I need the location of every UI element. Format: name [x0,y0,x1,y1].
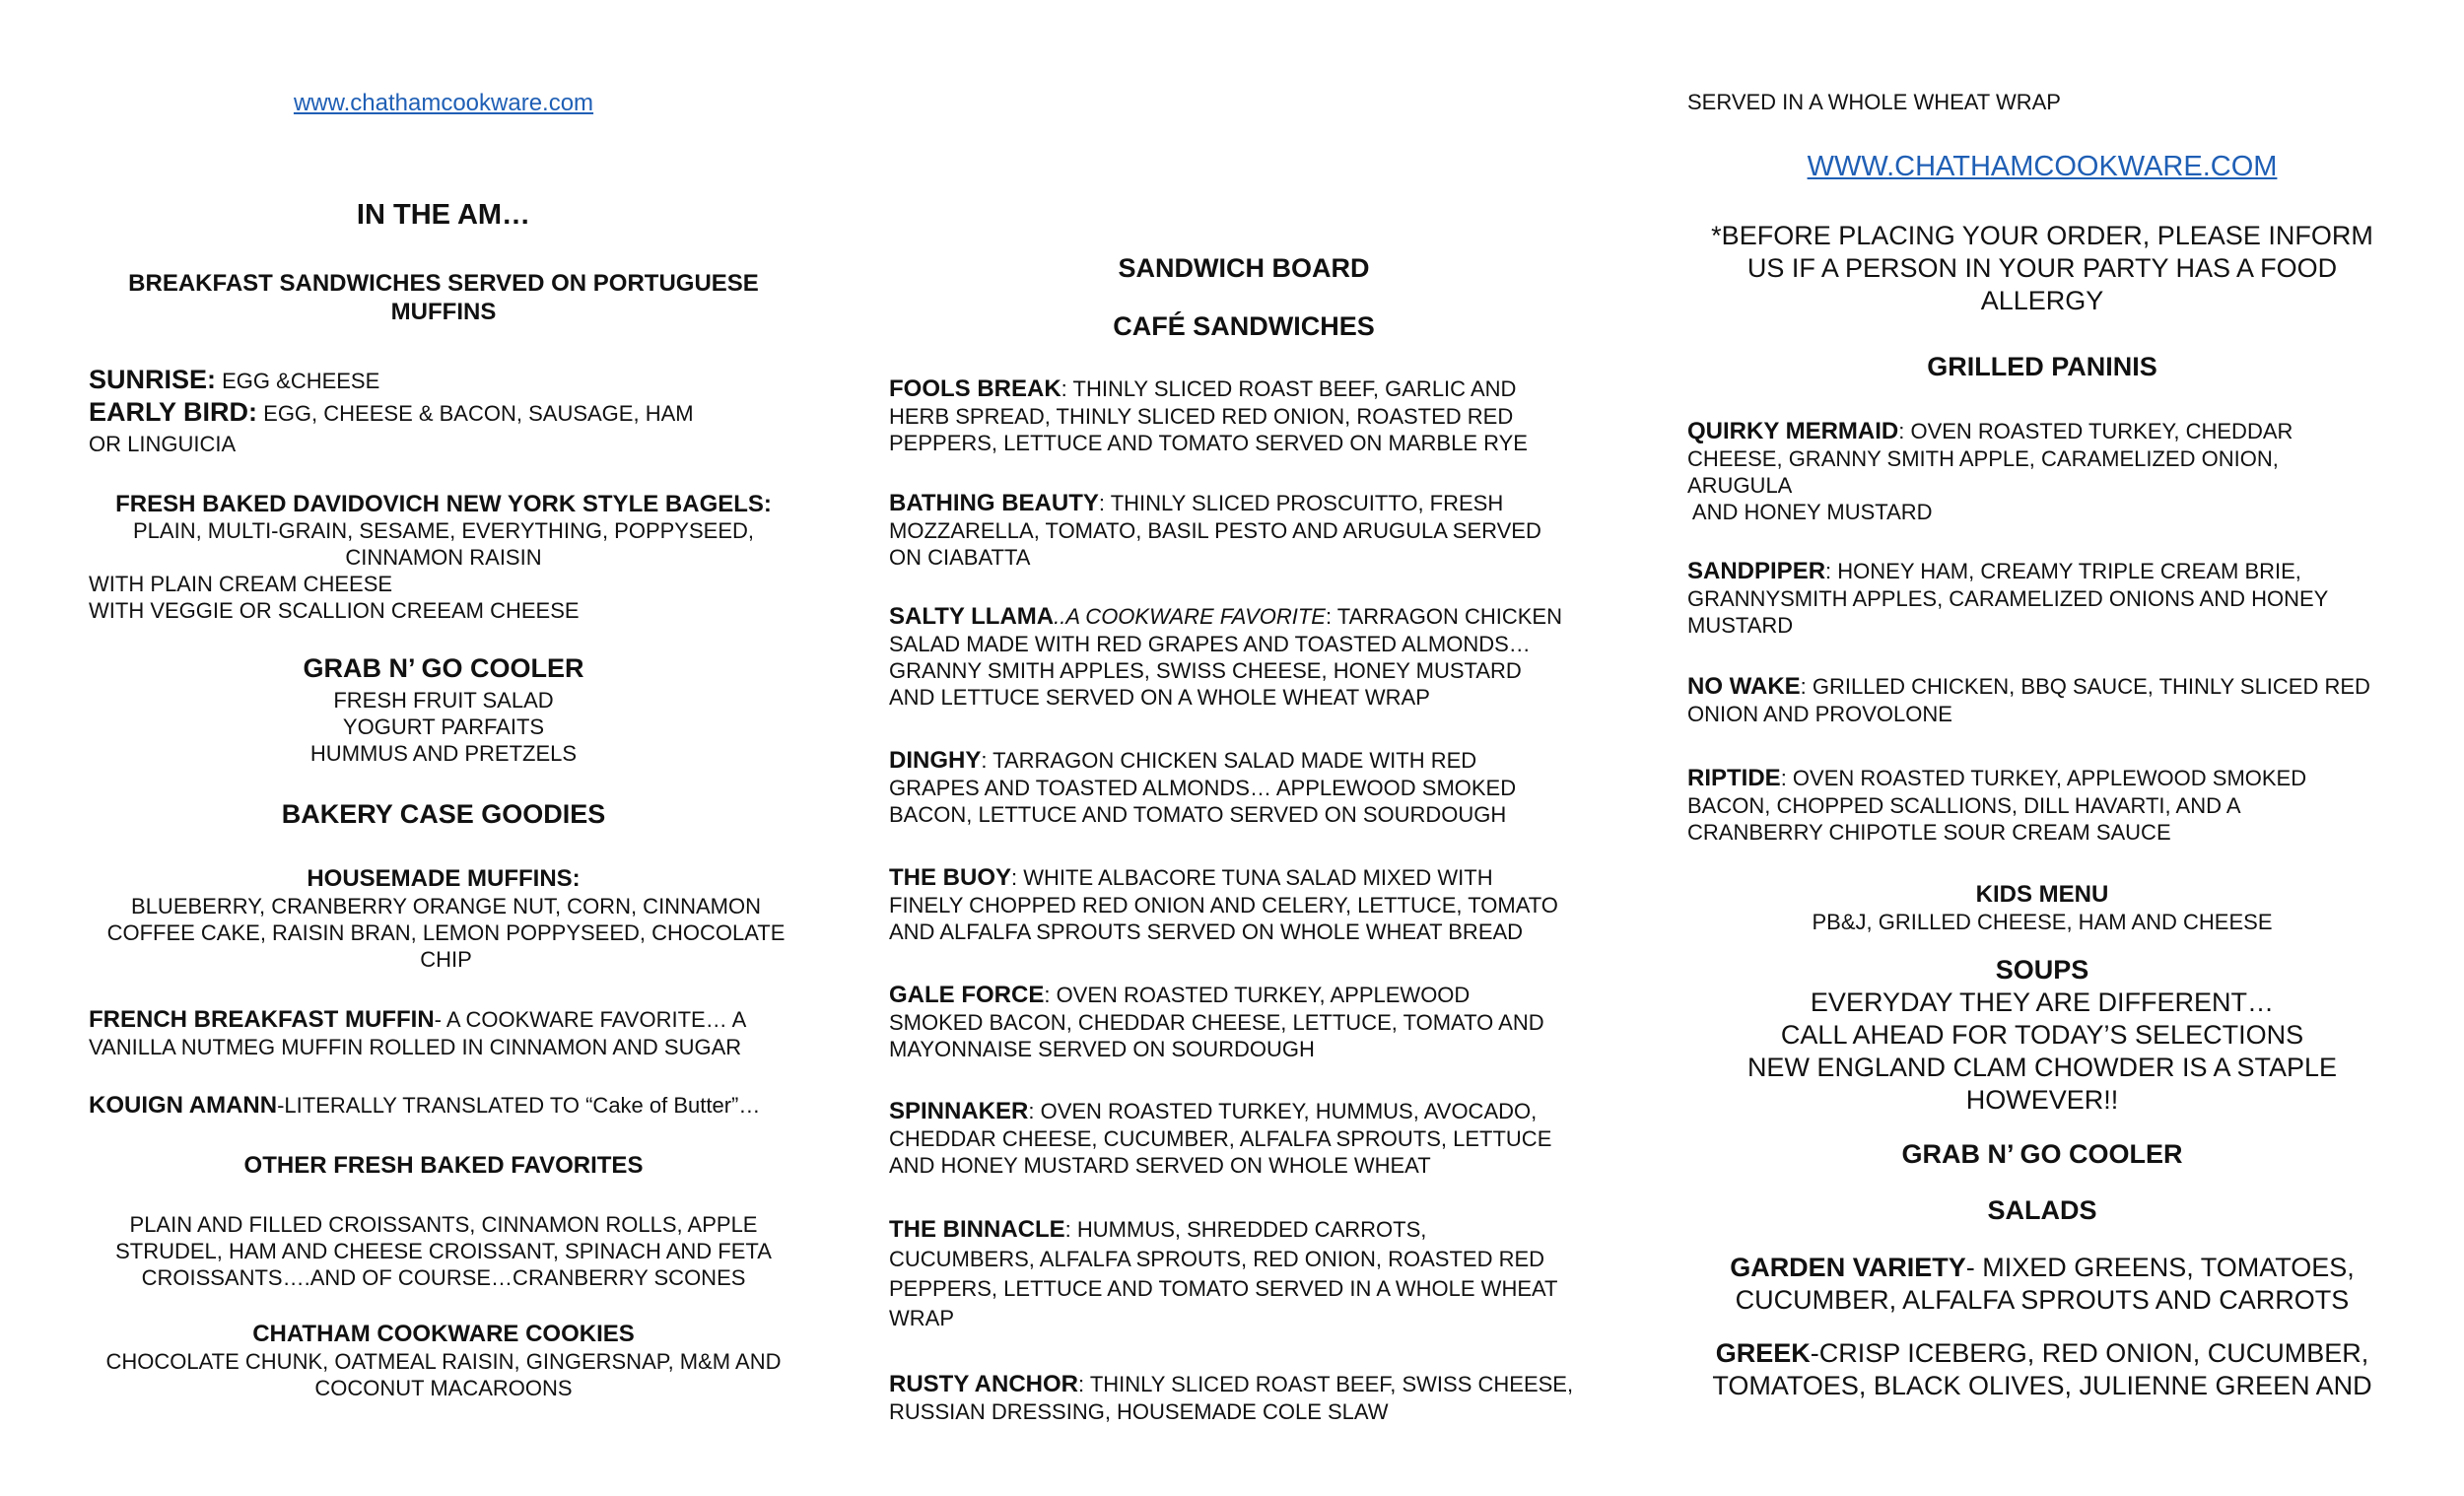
bagels-types: PLAIN, MULTI-GRAIN, SESAME, EVERYTHING, POPPYSEED, CINNAMON RAISIN [133,518,754,570]
salad-greek [1702,1337,2382,1402]
paninis-heading: GRILLED PANINIS [1927,352,2157,381]
item-desc: -CRISP ICEBERG, RED ONION, CUCUMBER, TOMATOES, BLACK OLIVES, JULIENNE GREEN AND [1712,1338,2372,1400]
menu-item-rusty-anchor [889,1370,1599,1425]
item-name: RUSTY ANCHOR [889,1371,1079,1397]
menu-item-gale-force [889,981,1569,1062]
panini-quirky-mermaid [1687,417,2367,525]
item-name: SPINNAKER [889,1098,1029,1124]
menu-item-fools-break [889,374,1569,456]
bagels-line2: WITH VEGGIE OR SCALLION CREEAM CHEESE [89,598,580,623]
item-name: GARDEN VARIETY [1730,1253,1966,1282]
cooler-heading: GRAB N’ GO COOLER [1901,1139,2183,1169]
panini-no-wake [1687,672,2407,727]
cookies-desc: CHOCOLATE CHUNK, OATMEAL RAISIN, GINGERSNAP, M&M AND COCONUT MACAROONS [105,1349,782,1400]
item-name: QUIRKY MERMAID [1687,418,1899,444]
website-link-upper[interactable]: WWW.CHATHAMCOOKWARE.COM [1807,151,2278,182]
cooler-heading: GRAB N’ GO COOLER [303,653,584,683]
item-desc: : GRILLED CHICKEN, BBQ SAUCE, THINLY SLICED RED ONION AND PROVOLONE [1687,674,2370,726]
item-desc: : WHITE ALBACORE TUNA SALAD MIXED WITH FINELY CHOPPED RED ONION AND CELERY, LETTUCE, TOMATO AND ALFALFA SPROUTS SERVED ON WHOLE WHEAT BREAD [889,865,1558,944]
item-name: THE BUOY [889,864,1012,891]
item-desc: : TARRAGON CHICKEN SALAD MADE WITH RED GRAPES AND TOASTED ALMONDS… GRANNY SMITH APPLES, SWISS CHEESE, HONEY MUSTARD AND LETTUCE SERVED ON A WHOLE WHEAT WRAP [889,604,1562,710]
menu-item-dinghy [889,746,1569,828]
item-desc-line2: AND HONEY MUSTARD [1687,500,1933,524]
other-baked-heading: OTHER FRESH BAKED FAVORITES [243,1152,644,1179]
salads-heading: SALADS [1987,1195,2097,1225]
item-desc: - A COOKWARE FAVORITE… A VANILLA NUTMEG MUFFIN ROLLED IN CINNAMON AND SUGAR [89,1007,746,1059]
item-name: THE BINNACLE [889,1216,1065,1243]
item-name: RIPTIDE [1687,765,1781,791]
item-desc: : HONEY HAM, CREAMY TRIPLE CREAM BRIE, GRANNYSMITH APPLES, CARAMELIZED ONIONS AND HONEY MUSTARD [1687,559,2328,638]
item-name: NO WAKE [1687,673,1801,700]
soups-line: NEW ENGLAND CLAM CHOWDER IS A STAPLE HOWEVER!! [1746,1053,2338,1115]
sunrise-item [89,365,798,395]
menu-item-salty-llama [889,602,1569,711]
item-name: GREEK [1715,1338,1811,1368]
item-name: FRENCH BREAKFAST MUFFIN [89,1006,435,1033]
wrap-continuation: SERVED IN A WHOLE WHEAT WRAP [1687,90,2061,114]
cooler-item: FRESH FRUIT SALAD [333,688,554,713]
soups-line: EVERYDAY THEY ARE DIFFERENT… [1810,987,2275,1017]
item-desc: : HUMMUS, SHREDDED CARROTS, CUCUMBERS, ALFALFA SPROUTS, RED ONION, ROASTED RED PEPPERS, LETTUCE AND TOMATO SERVED IN A WHOLE WHEAT WRAP [889,1217,1558,1330]
french-muffin-item [89,1005,798,1060]
muffins-heading: HOUSEMADE MUFFINS: [307,865,581,892]
early-bird-item [89,397,798,428]
item-desc: - MIXED GREENS, TOMATOES, CUCUMBER, ALFALFA SPROUTS AND CARROTS [1735,1253,2355,1315]
item-name: EARLY BIRD: [89,397,258,427]
item-desc: EGG &CHEESE [216,369,380,393]
item-name: SALTY LLAMA [889,603,1055,630]
bagels-heading: FRESH BAKED DAVIDOVICH NEW YORK STYLE BAGELS: [115,491,772,517]
item-name: FOOLS BREAK [889,375,1061,402]
menu-item-the-buoy [889,863,1569,945]
cookies-heading: CHATHAM COOKWARE COOKIES [252,1321,635,1347]
menu-item-the-binnacle [889,1215,1569,1333]
early-bird-desc-line2: OR LINGUICIA [89,432,237,456]
item-desc: : THINLY SLICED PROSCUITTO, FRESH MOZZARELLA, TOMATO, BASIL PESTO AND ARUGULA SERVED ON CIABATTA [889,491,1541,570]
soups-heading: SOUPS [1995,955,2089,985]
kids-menu-desc: PB&J, GRILLED CHEESE, HAM AND CHEESE [1812,910,2273,934]
item-desc: : THINLY SLICED ROAST BEEF, GARLIC AND HERB SPREAD, THINLY SLICED RED ONION, ROASTED RED PEPPERS, LETTUCE AND TOMATO SERVED ON MARBLE RYE [889,376,1528,455]
item-name: KOUIGN AMANN [89,1092,278,1119]
cooler-item: HUMMUS AND PRETZELS [309,741,578,766]
menu-item-spinnaker [889,1097,1569,1179]
item-name: BATHING BEAUTY [889,490,1099,516]
item-desc: : THINLY SLICED ROAST BEEF, SWISS CHEESE, RUSSIAN DRESSING, HOUSEMADE COLE SLAW [889,1372,1574,1424]
salad-garden-variety [1707,1252,2377,1317]
panini-sandpiper [1687,557,2367,639]
item-desc: -LITERALLY TRANSLATED TO “Cake of Butter”… [277,1093,761,1118]
item-name: DINGHY [889,747,982,774]
panini-riptide [1687,764,2367,846]
item-desc: EGG, CHEESE & BACON, SAUSAGE, HAM [257,401,694,426]
allergy-notice: *BEFORE PLACING YOUR ORDER, PLEASE INFORM US IF A PERSON IN YOUR PARTY HAS A FOOD ALLERGY [1711,221,2373,315]
item-name: GALE FORCE [889,982,1045,1008]
bakery-heading: BAKERY CASE GOODIES [281,799,606,829]
item-desc: : OVEN ROASTED TURKEY, APPLEWOOD SMOKED BACON, CHOPPED SCALLIONS, DILL HAVARTI, AND A CRANBERRY CHIPOTLE SOUR CREAM SAUCE [1687,766,2307,845]
muffins-desc: BLUEBERRY, CRANBERRY ORANGE NUT, CORN, CINNAMON COFFEE CAKE, RAISIN BRAN, LEMON POPPYSEED, CHOCOLATE CHIP [106,894,786,972]
kids-menu-heading: KIDS MENU [1975,881,2109,908]
other-baked-desc: PLAIN AND FILLED CROISSANTS, CINNAMON ROLLS, APPLE STRUDEL, HAM AND CHEESE CROISSANT, SPINACH AND FETA CROISSANTS….AND OF COURSE…CRANBERRY SCONES [115,1212,772,1290]
item-name: SUNRISE: [89,365,217,394]
breakfast-heading: BREAKFAST SANDWICHES SERVED ON PORTUGUESE MUFFINS [128,270,759,325]
bagels-line1: WITH PLAIN CREAM CHEESE [89,572,393,596]
item-desc: : TARRAGON CHICKEN SALAD MADE WITH RED GRAPES AND TOASTED ALMONDS… APPLEWOOD SMOKED BACON, LETTUCE AND TOMATO SERVED ON SOURDOUGH [889,748,1517,827]
cooler-item: YOGURT PARFAITS [342,714,545,739]
section-title-am: IN THE AM… [356,199,531,231]
menu-item-bathing-beauty [889,489,1569,571]
kouign-amann-item [89,1091,798,1120]
item-tag: ..A COOKWARE FAVORITE [1054,604,1326,629]
soups-line: CALL AHEAD FOR TODAY’S SELECTIONS [1780,1020,2304,1050]
item-desc: : OVEN ROASTED TURKEY, CHEDDAR CHEESE, GRANNY SMITH APPLE, CARAMELIZED ONION, ARUGULA [1687,419,2293,498]
item-desc: : OVEN ROASTED TURKEY, HUMMUS, AVOCADO, CHEDDAR CHEESE, CUCUMBER, ALFALFA SPROUTS, LETTUCE AND HONEY MUSTARD SERVED ON WHOLE WHEAT [889,1099,1552,1178]
cafe-sandwiches-heading: CAFÉ SANDWICHES [1113,311,1375,341]
sandwich-board-heading: SANDWICH BOARD [1118,253,1370,283]
item-desc: : OVEN ROASTED TURKEY, APPLEWOOD SMOKED BACON, CHEDDAR CHEESE, LETTUCE, TOMATO AND MAYONNAISE SERVED ON SOURDOUGH [889,983,1544,1061]
website-link[interactable]: www.chathamcookware.com [293,90,594,116]
item-name: SANDPIPER [1687,558,1826,584]
